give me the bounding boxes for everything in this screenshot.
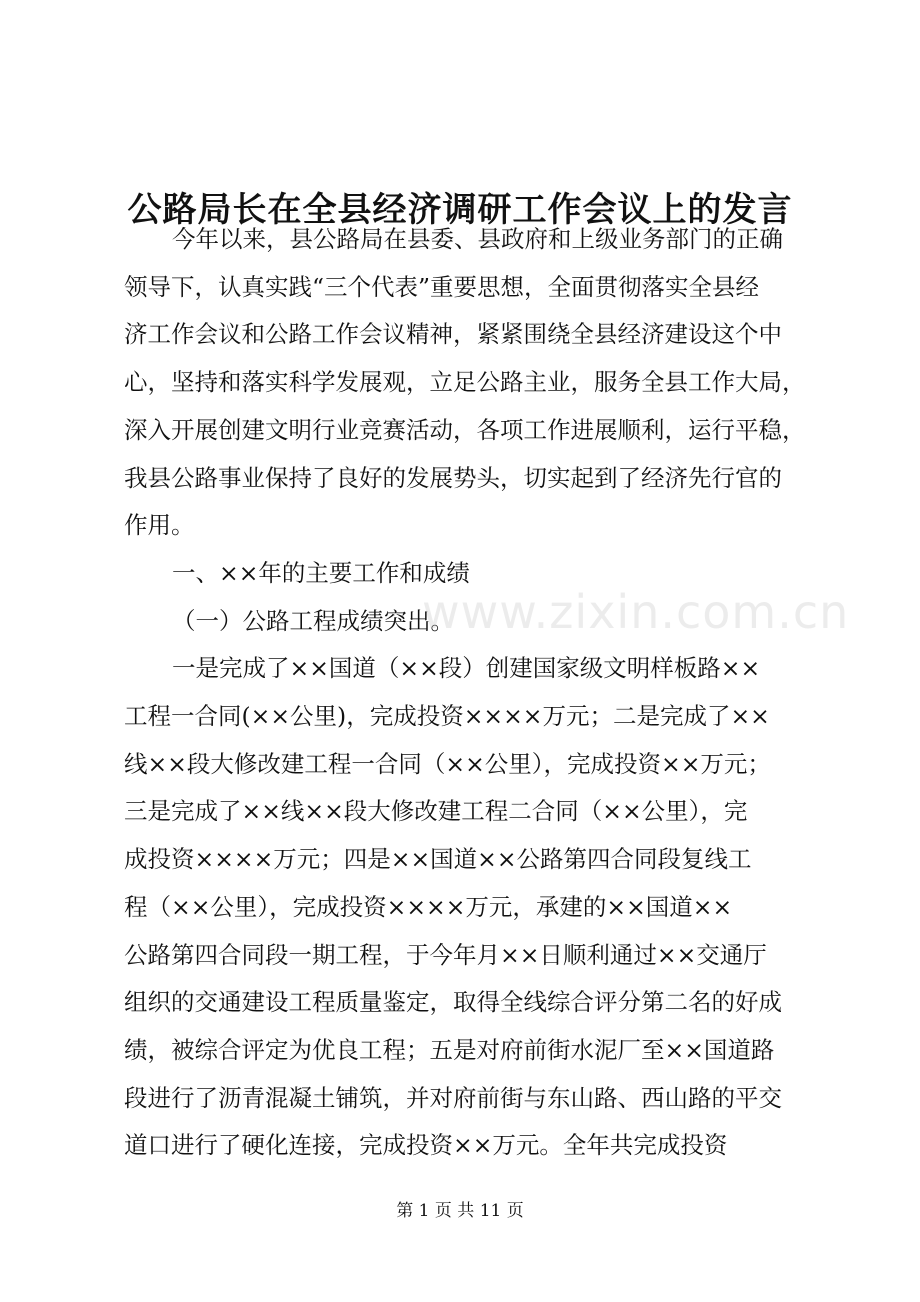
text-line: 今年以来，县公路局在县委、县政府和上级业务部门的正确 [172,225,783,253]
text-line: 深入开展创建文明行业竞赛活动，各项工作进展顺利，运行平稳， [124,415,806,444]
text-line: （一）公路工程成绩突出。 [172,606,454,635]
text-line: 成投资××××万元；四是××国道××公路第四合同段复线工 [124,845,752,874]
text-line: 公路第四合同段一期工程，于今年月××日顺利通过××交通厅 [124,940,767,969]
watermark: www.zixin.com.cn [422,585,850,639]
text-line: 段进行了沥青混凝土铺筑，并对府前街与东山路、西山路的平交 [124,1083,782,1112]
text-line: 三是完成了××线××段大修改建工程二合同（××公里），完 [124,797,748,826]
text-line: 一是完成了××国道（××段）创建国家级文明样板路×× [172,654,761,683]
paragraph-projects [124,645,806,1170]
text-line: 心，坚持和落实科学发展观，立足公路主业，服务全县工作大局， [124,368,806,397]
page-footer: 第 1 页 共 11 页 [396,1201,524,1221]
text-line: 领导下，认真实践“三个代表”重要思想，全面贯彻落实全县经 [124,272,760,301]
paragraph-intro [124,216,806,550]
text-line: 作用。 [124,511,195,540]
subsection-heading [124,598,806,646]
text-line: 济工作会议和公路工作会议精神，紧紧围绕全县经济建设这个中 [124,320,782,349]
text-line: 绩，被综合评定为优良工程；五是对府前街水泥厂至××国道路 [124,1035,775,1064]
text-line: 线××段大修改建工程一合同（××公里），完成投资××万元； [124,749,771,778]
text-line: 我县公路事业保持了良好的发展势头，切实起到了经济先行官的 [124,463,782,492]
text-line: 组织的交通建设工程质量鉴定，取得全线综合评分第二名的好成 [124,988,782,1017]
text-line: 一、××年的主要工作和成绩 [172,558,470,587]
document-title: 公路局长在全县经济调研工作会议上的发言 [127,189,793,230]
text-line: 程（××公里），完成投资××××万元，承建的××国道×× [124,892,733,921]
document-body [124,216,806,1170]
text-line: 工程一合同(××公里)，完成投资××××万元；二是完成了×× [124,702,770,731]
section-heading [124,550,806,598]
text-line: 道口进行了硬化连接，完成投资××万元。全年共完成投资 [124,1131,728,1160]
